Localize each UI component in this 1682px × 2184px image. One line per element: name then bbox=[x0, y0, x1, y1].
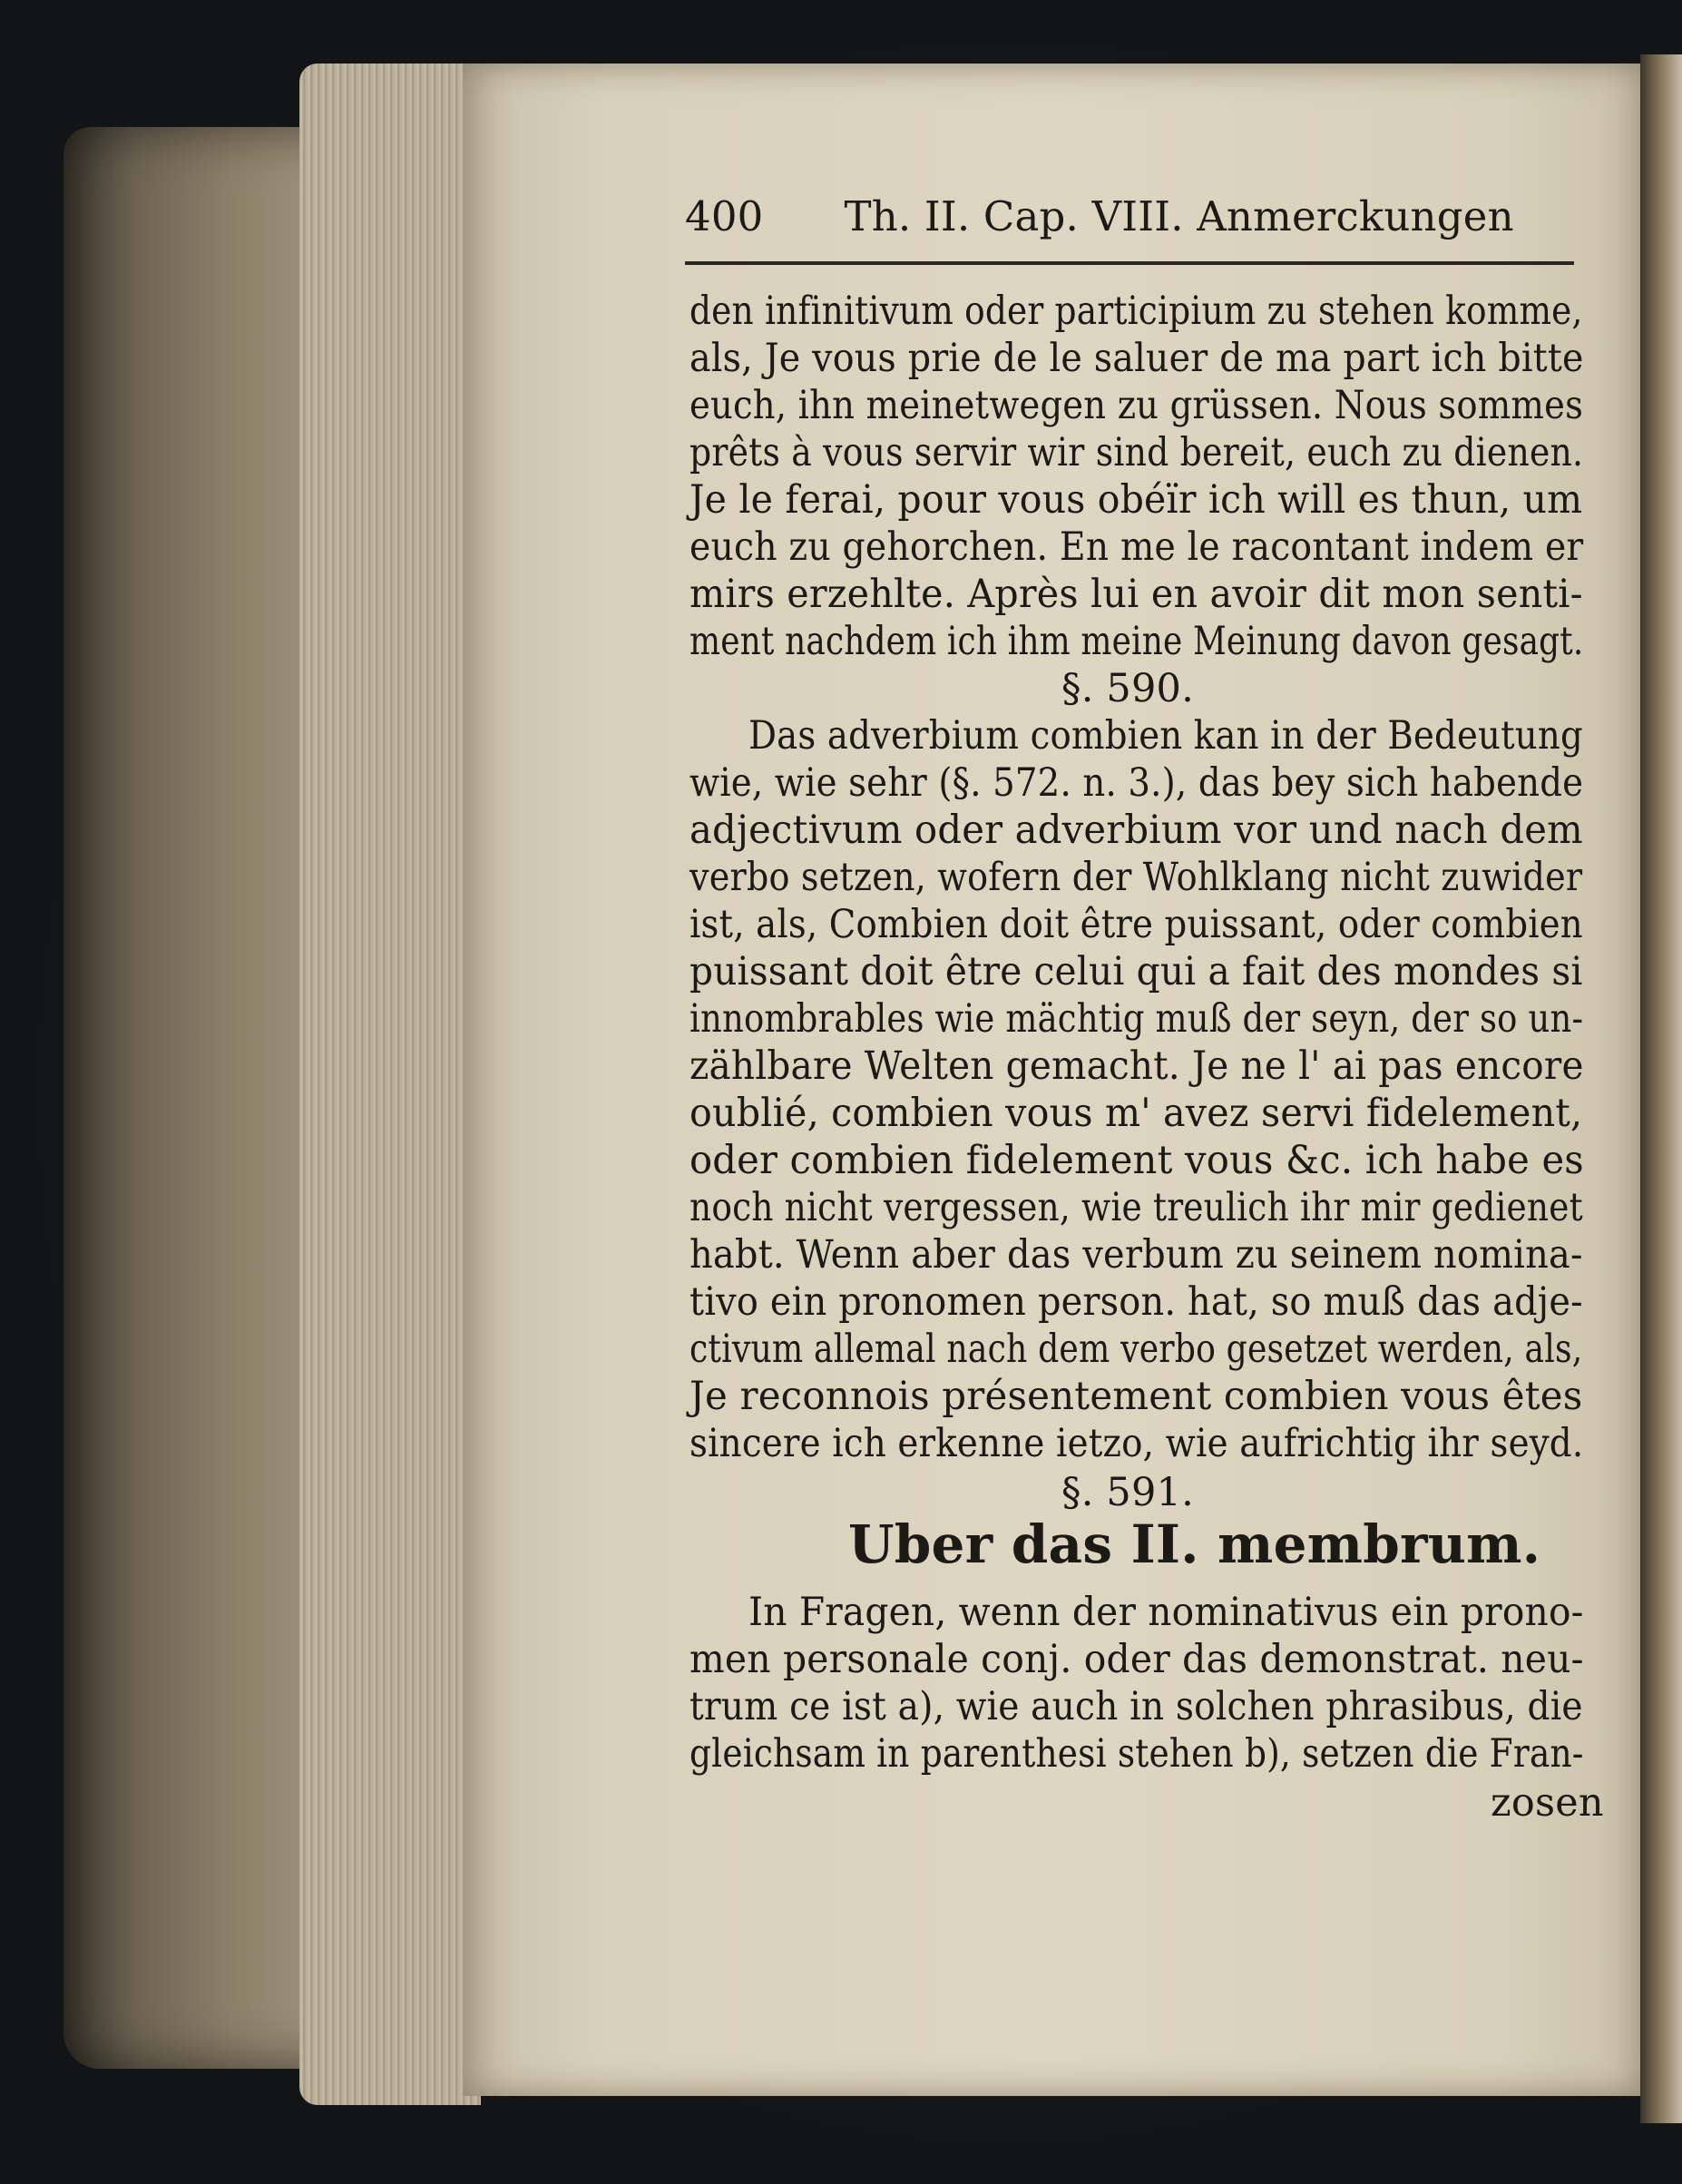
body-line: euch, ihn meinetwegen zu grüssen. Nous sommes bbox=[689, 383, 1584, 428]
section-line: oder combien fidelement vous &c. ich habe es bbox=[689, 1138, 1584, 1183]
section-line: sincere ich erkenne ietzo, wie aufrichtig ihr seyd. bbox=[689, 1421, 1584, 1466]
page-stack bbox=[299, 64, 481, 2105]
body-line: Je le ferai, pour vous obéïr ich will es thun, um bbox=[689, 477, 1583, 523]
section-line: Das adverbium combien kan in der Bedeutung bbox=[748, 713, 1583, 759]
section-line: verbo setzen, wofern der Wohlklang nicht zuwider bbox=[689, 855, 1583, 900]
section-line: oublié, combien vous m' avez servi fidelement, bbox=[689, 1091, 1583, 1136]
section-line: In Fragen, wenn der nominativus ein prono- bbox=[748, 1590, 1584, 1635]
section-line: habt. Wenn aber das verbum zu seinem nomina- bbox=[689, 1232, 1583, 1278]
facing-page-edge bbox=[1640, 54, 1682, 2123]
page-number: 400 bbox=[685, 192, 764, 240]
section-line: adjectivum oder adverbium vor und nach dem bbox=[689, 808, 1583, 853]
running-title: Th. II. Cap. VIII. Anmerckungen bbox=[844, 192, 1514, 240]
section-line: ist, als, Combien doit être puissant, oder combien bbox=[689, 902, 1583, 947]
section-number-591: §. 591. bbox=[1061, 1470, 1194, 1515]
header-rule bbox=[685, 261, 1574, 265]
section-line: innombrables wie mächtig muß der seyn, der so un- bbox=[689, 996, 1584, 1042]
section-line: tivo ein pronomen person. hat, so muß das adje- bbox=[689, 1279, 1583, 1325]
section-line: Je reconnois présentement combien vous êtes bbox=[689, 1374, 1583, 1419]
section-line: men personale conj. oder das demonstrat. neu- bbox=[689, 1637, 1584, 1682]
section-line: puissant doit être celui qui a fait des mondes si bbox=[689, 949, 1583, 994]
body-line: den infinitivum oder participium zu stehen komme, bbox=[689, 289, 1583, 334]
catchword: zosen bbox=[1491, 1780, 1604, 1826]
section-heading: Uber das II. membrum. bbox=[848, 1513, 1541, 1575]
section-line: zählbare Welten gemacht. Je ne l' ai pas encore bbox=[689, 1043, 1584, 1089]
section-line: trum ce ist a), wie auch in solchen phrasibus, die bbox=[689, 1684, 1583, 1729]
body-line: als, Je vous prie de le saluer de ma part ich bitte bbox=[689, 336, 1584, 381]
body-line: prêts à vous servir wir sind bereit, euch zu dienen. bbox=[689, 430, 1584, 475]
section-line: wie, wie sehr (§. 572. n. 3.), das bey sich habende bbox=[689, 760, 1584, 806]
section-line: noch nicht vergessen, wie treulich ihr mir gedienet bbox=[689, 1185, 1583, 1230]
body-line: euch zu gehorchen. En me le racontant indem er bbox=[689, 524, 1584, 570]
running-header bbox=[685, 192, 1514, 240]
section-line: gleichsam in parenthesi stehen b), setzen die Fran- bbox=[689, 1731, 1584, 1777]
body-line: ment nachdem ich ihm meine Meinung davon gesagt. bbox=[689, 619, 1584, 664]
section-number-590: §. 590. bbox=[1061, 666, 1194, 711]
body-line: mirs erzehlte. Après lui en avoir dit mon senti- bbox=[689, 572, 1583, 617]
section-line: ctivum allemal nach dem verbo gesetzet werden, als, bbox=[689, 1327, 1583, 1372]
